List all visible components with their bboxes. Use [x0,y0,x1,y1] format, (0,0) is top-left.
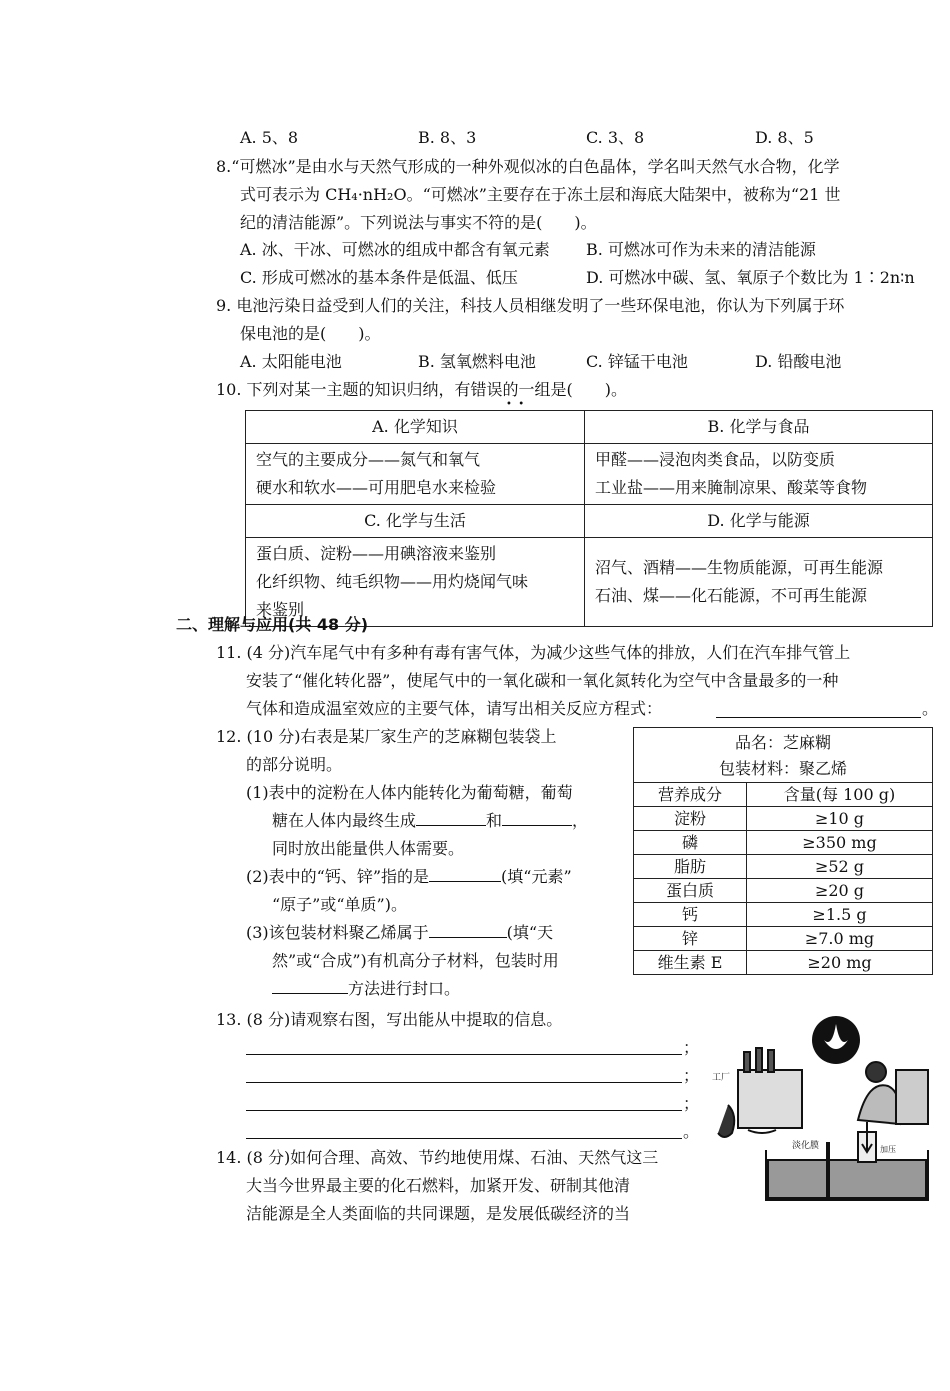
nutrient-amount: ≥20 g [747,879,933,903]
q12-blank-4[interactable] [429,923,507,938]
person-icon [858,1062,928,1124]
q12-blank-1[interactable] [416,811,486,826]
nutrient-amount: ≥350 mg [747,831,933,855]
q12-part3-line3 [272,979,460,999]
q13-end-mark: ； [683,1038,700,1057]
q13-answer-line[interactable] [246,1138,682,1139]
q9-stem-line1: 9. 电池污染日益受到人们的关注，科技人员相继发明了一些环保电池，你认为下列属于环 [216,296,845,315]
q13-stem: 13. (8 分)请观察右图，写出能从中提取的信息。 [216,1010,563,1029]
q12-stem-line1: 12. (10 分)右表是某厂家生产的芝麻糊包装袋上 [216,727,557,746]
q12-part2-line2: “原子”或“单质”)。 [272,895,407,914]
q8-option-a: A. 冰、干冰、可燃冰的组成中都含有氧元素 [240,240,550,259]
section-heading: 二、理解与应用(共 48 分) [176,615,369,634]
nutrient-name: 淀粉 [634,807,747,831]
q12-part2-hint: (填“元素” [501,867,572,886]
q10-stem: 10. 下列对某一主题的知识归纳，有错误的一组是( )。 [216,380,628,399]
q10-a-line: 硬水和软水——可用肥皂水来检验 [256,478,497,497]
nutrient-name: 蛋白质 [634,879,747,903]
q12-part1-comma: ， [572,811,589,830]
q13-answer-line[interactable] [246,1054,682,1055]
q12-part1-line2 [272,811,588,831]
factory-icon [718,1048,802,1137]
q12-part3-line2: 然”或“合成”)有机高分子材料，包装时用 [272,951,559,970]
q10-d-title: D. 化学与能源 [585,505,933,538]
q10-d-line: 石油、煤——化石能源，不可再生能源 [595,586,868,605]
water-pollution-figure [708,1010,933,1210]
q10-c-title: C. 化学与生活 [246,505,585,538]
table-row [634,927,933,951]
q9-stem-line2: 保电池的是( )。 [240,324,381,343]
q9-option-a: A. 太阳能电池 [240,352,342,371]
q8-option-b: B. 可燃冰可作为未来的清洁能源 [586,240,816,259]
q12-part3-hint: (填“天 [506,923,554,942]
table-header: 营养成分 [634,783,747,807]
water-drop-logo-icon [812,1016,860,1064]
q10-c-line: 蛋白质、淀粉——用碘溶液来鉴别 [256,544,497,563]
q14-stem-line2: 大当今世界最主要的化石燃料，加紧开发、研制其他清 [246,1176,631,1195]
q11-stem-line3: 气体和造成温室效应的主要气体，请写出相关反应方程式： [246,699,663,718]
q10-c-line: 来鉴别 [256,600,305,619]
q7-option-a: A. 5、8 [240,128,299,147]
q10-a-title: A. 化学知识 [246,411,585,444]
q10-table [245,410,933,627]
q13-end-mark: ； [683,1066,700,1085]
product-name: 品名：芝麻糊 [634,728,933,757]
q14-stem-line3: 洁能源是全人类面临的共同课题，是发展低碳经济的当 [246,1204,631,1223]
q13-end-mark: ； [683,1094,700,1113]
emphasis-dots: • • [506,399,525,410]
q7-option-b: B. 8、3 [418,128,477,147]
q10-a-line: 空气的主要成分——氮气和氧气 [256,450,481,469]
nutrient-name: 磷 [634,831,747,855]
q12-blank-2[interactable] [502,811,572,826]
q10-b-title: B. 化学与食品 [585,411,933,444]
nutrient-amount: ≥20 mg [747,951,933,975]
table-row [634,879,933,903]
table-row [634,855,933,879]
table-row [634,831,933,855]
nutrition-table [633,727,933,975]
q9-option-c: C. 锌锰干电池 [586,352,688,371]
q8-stem-line1: 8.“可燃冰”是由水与天然气形成的一种外观似冰的白色晶体，学名叫天然气水合物，化学 [216,157,840,176]
q12-part1-line3: 同时放出能量供人体需要。 [272,839,465,858]
q11-answer-blank[interactable] [716,717,921,718]
table-row [634,807,933,831]
q10-d-line: 沼气、酒精——生物质能源，可再生能源 [595,558,884,577]
pressure-label: 加压 [880,1145,896,1154]
q12-part3-end: 方法进行封口。 [348,979,461,998]
q13-answer-line[interactable] [246,1110,682,1111]
q10-c-content [246,538,585,627]
table-row [634,951,933,975]
q12-part3-line1 [246,923,553,943]
q12-part2-line1 [246,867,572,887]
q10-b-line: 工业盐——用来腌制凉果、酸菜等食物 [595,478,868,497]
q12-part2-text: (2)表中的“钙、锌”指的是 [246,867,430,886]
q10-b-content [585,444,933,505]
q11-stem-line1: 11. (4 分)汽车尾气中有多种有毒有害气体，为减少这些气体的排放，人们在汽车排气管上 [216,643,851,662]
q12-stem-line2: 的部分说明。 [246,755,343,774]
q13-answer-line[interactable] [246,1082,682,1083]
q12-part3-text: (3)该包装材料聚乙烯属于 [246,923,429,942]
desalination-tank-icon [766,1122,928,1200]
nutrient-amount: ≥10 g [747,807,933,831]
q10-d-content [585,538,933,627]
q12-blank-3[interactable] [429,867,501,882]
q9-option-d: D. 铅酸电池 [755,352,842,371]
packaging-material: 包装材料：聚乙烯 [634,756,933,783]
membrane-label: 淡化膜 [792,1141,820,1151]
nutrient-name: 锌 [634,927,747,951]
q10-c-line: 化纤织物、纯毛织物——用灼烧闻气味 [256,572,529,591]
q10-b-line: 甲醛——浸泡肉类食品，以防变质 [595,450,836,469]
q8-option-d: D. 可燃冰中碳、氢、氧原子个数比为 1∶2n∶n [586,268,915,287]
q8-option-c: C. 形成可燃冰的基本条件是低温、低压 [240,268,518,287]
nutrient-name: 维生素 E [634,951,747,975]
nutrient-amount: ≥52 g [747,855,933,879]
q14-stem-line1: 14. (8 分)如何合理、高效、节约地使用煤、石油、天然气这三 [216,1148,659,1167]
q12-blank-5[interactable] [272,979,348,994]
table-row [634,903,933,927]
q12-part1-text: 糖在人体内最终生成 [272,811,417,830]
nutrient-amount: ≥7.0 mg [747,927,933,951]
nutrient-name: 脂肪 [634,855,747,879]
table-header: 含量(每 100 g) [747,783,933,807]
q8-stem-line3: 纪的清洁能源”。下列说法与事实不符的是( )。 [240,213,597,232]
q12-part1-and: 和 [486,811,503,830]
factory-label: 工厂 [712,1073,731,1083]
q8-stem-line2: 式可表示为 CH₄·nH₂O。“可燃冰”主要存在于冻土层和海底大陆架中，被称为“21 世 [240,185,841,204]
q7-option-c: C. 3、8 [586,128,645,147]
q11-stem-line2: 安装了“催化转化器”，使尾气中的一氧化碳和一氧化氮转化为空气中含量最多的一种 [246,671,839,690]
nutrient-amount: ≥1.5 g [747,903,933,927]
q7-option-d: D. 8、5 [755,128,814,147]
nutrient-name: 钙 [634,903,747,927]
q12-part1-line1: (1)表中的淀粉在人体内能转化为葡萄糖，葡萄 [246,783,573,802]
q13-end-mark: 。 [683,1122,700,1141]
q10-a-content [246,444,585,505]
q11-end-mark: 。 [922,699,939,718]
q9-option-b: B. 氢氧燃料电池 [418,352,536,371]
